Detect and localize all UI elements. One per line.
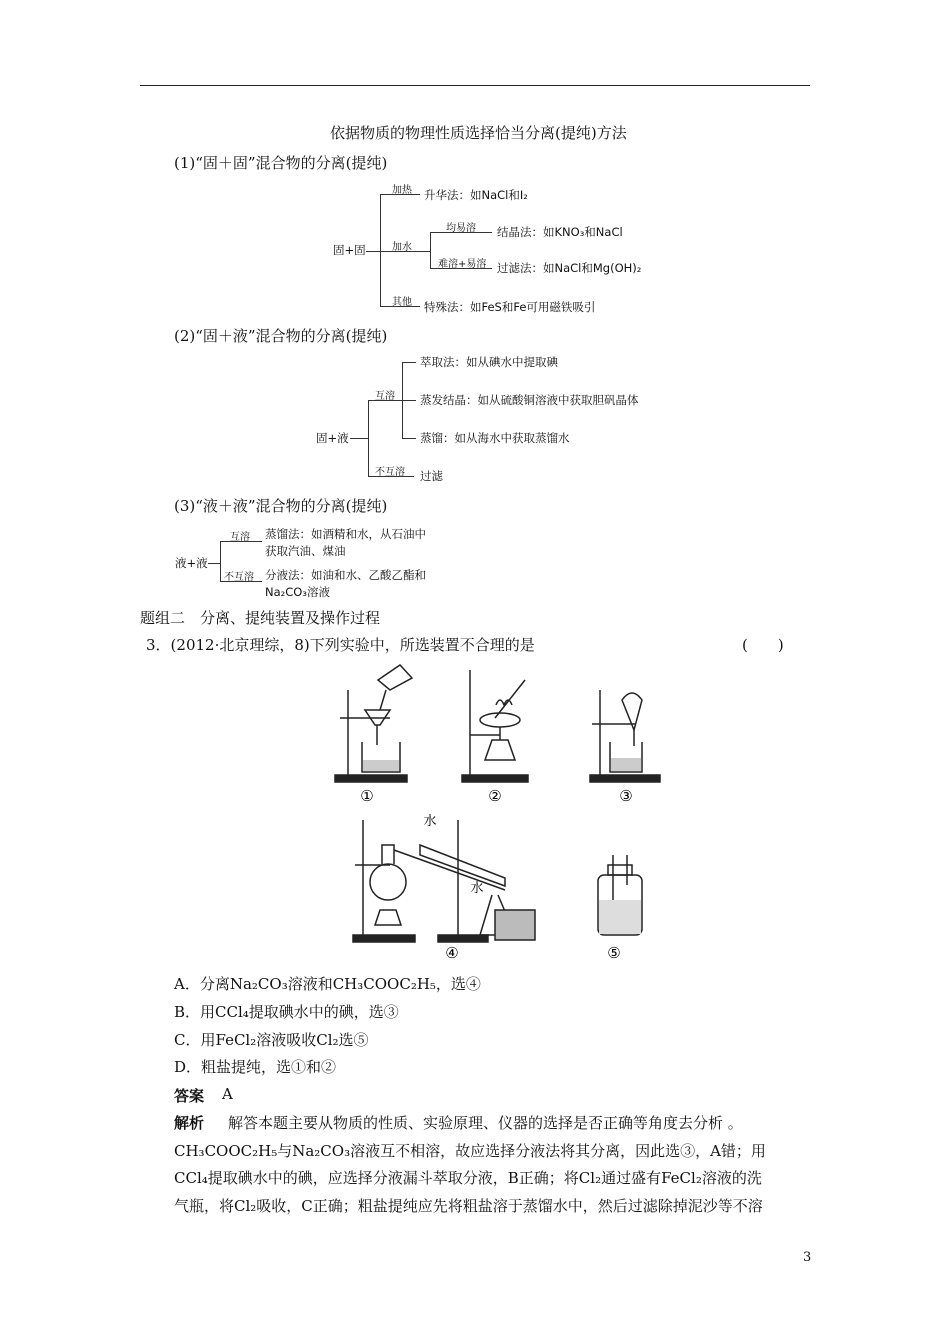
- analysis-line-2: CH₃COOC₂H₅与Na₂CO₃溶液互不相溶，故应选择分液法将其分离，因此选③，A错；用: [174, 1142, 766, 1160]
- s1-heading: (1)“固＋固”混合物的分离(提纯): [174, 154, 388, 172]
- s2-result-2: 蒸发结晶：如从硫酸铜溶液中获取胆矾晶体: [420, 393, 639, 407]
- s3-root: 液+液: [175, 556, 208, 570]
- answer-value: A: [222, 1085, 233, 1103]
- apparatus-1-filtration: [335, 665, 412, 782]
- answer-label: 答案: [174, 1087, 205, 1105]
- s1-branch-other: 其他: [392, 297, 412, 308]
- s3-result-2b: Na₂CO₃溶液: [265, 585, 330, 599]
- s1-result-heat: 升华法：如NaCl和I₂: [424, 188, 528, 202]
- s3-result-1b: 获取汽油、煤油: [265, 544, 346, 558]
- apparatus-4-distillation: [353, 820, 535, 942]
- apparatus-label-4: ④: [445, 944, 459, 962]
- s2-result-1: 萃取法：如从碘水中提取碘: [420, 355, 558, 369]
- question-stem: 3．(2012·北京理综，8)下列实验中，所选装置不合理的是: [146, 636, 535, 654]
- header-rule: [140, 85, 810, 86]
- apparatus-label-1: ①: [360, 787, 374, 805]
- s1-branch-water: 加水: [392, 242, 412, 253]
- apparatus-2-evaporation: [462, 670, 528, 782]
- s2-heading: (2)“固＋液”混合物的分离(提纯): [174, 327, 388, 345]
- answer-bracket: ( ): [742, 636, 784, 654]
- apparatus-5-gas-washing-bottle: [598, 855, 642, 935]
- apparatus-label-3: ③: [619, 787, 633, 805]
- apparatus-figure: [320, 660, 700, 965]
- s2-branch-insoluble: 不互溶: [375, 467, 405, 478]
- s1-branch-mixed: 难溶+易溶: [438, 259, 487, 270]
- option-c: C．用FeCl₂溶液吸收Cl₂选⑤: [174, 1031, 369, 1049]
- s3-branch-insoluble: 不互溶: [224, 572, 254, 583]
- s1-branch-heat: 加热: [392, 185, 412, 196]
- s1-result-mixed: 过滤法：如NaCl和Mg(OH)₂: [497, 261, 642, 275]
- s1-result-easy: 结晶法：如KNO₃和NaCl: [497, 225, 623, 239]
- analysis-line-1: 解答本题主要从物质的性质、实验原理、仪器的选择是否正确等角度去分析 。: [228, 1114, 743, 1132]
- s1-result-other: 特殊法：如FeS和Fe可用磁铁吸引: [424, 300, 596, 314]
- s2-result-4: 过滤: [420, 469, 443, 483]
- group-heading: 题组二 分离、提纯装置及操作过程: [140, 609, 381, 627]
- analysis-line-3: CCl₄提取碘水中的碘，应选择分液漏斗萃取分液，B正确；将Cl₂通过盛有FeCl₂溶液的洗: [174, 1169, 762, 1187]
- s3-result-2a: 分液法：如油和水、乙酸乙酯和: [265, 568, 426, 582]
- page-number: 3: [803, 1250, 812, 1265]
- option-a: A．分离Na₂CO₃溶液和CH₃COOC₂H₅，选④: [174, 975, 481, 993]
- s1-root: 固+固: [333, 243, 366, 257]
- analysis-label: 解析: [174, 1114, 205, 1132]
- s3-branch-soluble: 互溶: [230, 532, 250, 543]
- option-b: B．用CCl₄提取碘水中的碘，选③: [174, 1003, 399, 1021]
- s1-branch-easy: 均易溶: [446, 223, 476, 234]
- apparatus-label-5: ⑤: [607, 944, 621, 962]
- water-label-top: 水: [423, 814, 437, 829]
- water-label-bottom: 水: [470, 881, 484, 896]
- analysis-line-4: 气瓶，将Cl₂吸收，C正确；粗盐提纯应先将粗盐溶于蒸馏水中，然后过滤除掉泥沙等不溶: [174, 1197, 763, 1215]
- apparatus-3-separatory-funnel: [590, 690, 660, 782]
- s3-heading: (3)“液＋液”混合物的分离(提纯): [174, 497, 388, 515]
- apparatus-label-2: ②: [488, 787, 502, 805]
- s2-result-3: 蒸馏：如从海水中获取蒸馏水: [420, 431, 570, 445]
- s2-root: 固+液: [316, 431, 349, 445]
- s3-result-1a: 蒸馏法：如酒精和水，从石油中: [265, 527, 426, 541]
- option-d: D．粗盐提纯，选①和②: [174, 1058, 337, 1076]
- section-title: 依据物质的物理性质选择恰当分离(提纯)方法: [330, 124, 627, 142]
- s2-branch-soluble: 互溶: [375, 391, 395, 402]
